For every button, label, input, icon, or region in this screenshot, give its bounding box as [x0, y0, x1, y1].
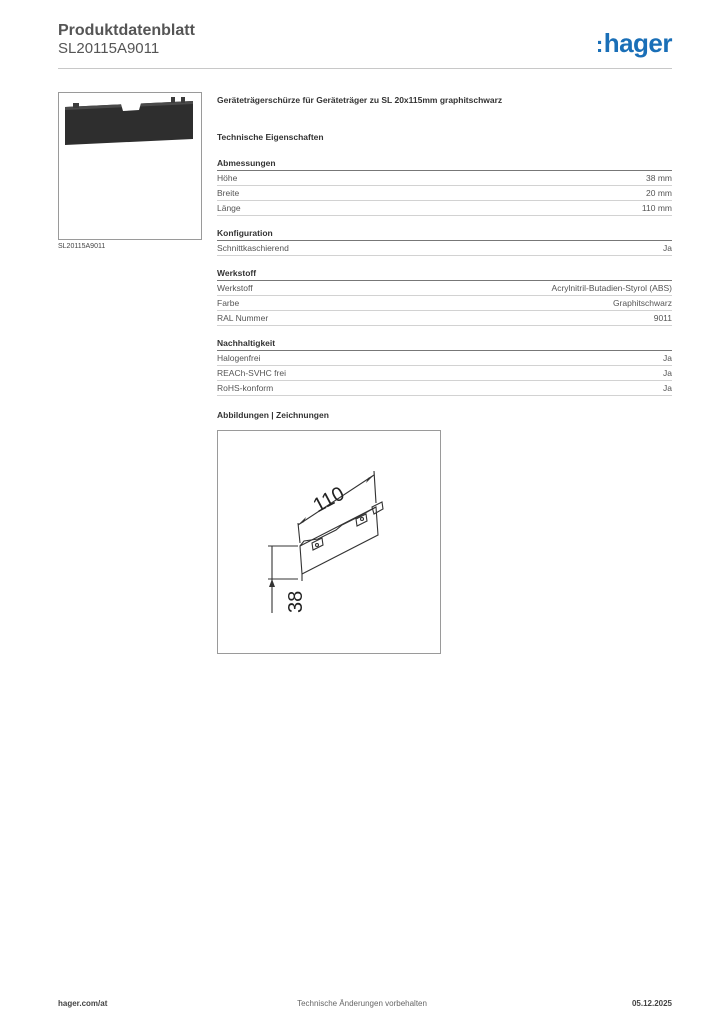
dimension-height-label: 38 — [285, 590, 307, 613]
properties-heading: Technische Eigenschaften — [217, 132, 324, 142]
hager-logo: :hager — [595, 28, 672, 58]
dimension-length-label: 110 — [309, 482, 349, 517]
header-divider — [58, 68, 672, 69]
table-row: Farbe Graphitschwarz — [217, 296, 672, 311]
product-thumbnail — [58, 92, 202, 240]
product-photo-icon — [59, 93, 201, 239]
footer-disclaimer: Technische Änderungen vorbehalten — [297, 999, 427, 1008]
article-number: SL20115A9011 — [58, 40, 160, 57]
table-row: Breite 20 mm — [217, 186, 672, 201]
page-title: Produktdatenblatt — [58, 22, 195, 39]
technical-drawing — [217, 430, 441, 654]
table-row: RoHS-konform Ja — [217, 381, 672, 396]
footer-website: hager.com/at — [58, 999, 108, 1008]
table-row: Halogenfrei Ja — [217, 351, 672, 366]
table-row: Schnittkaschierend Ja — [217, 241, 672, 256]
table-row: RAL Nummer 9011 — [217, 311, 672, 326]
section-sustainability-heading: Nachhaltigkeit — [217, 338, 672, 351]
footer-date: 05.12.2025 — [631, 999, 672, 1008]
product-title: Geräteträgerschürze für Geräteträger zu SL 20x115mm graphitschwarz — [217, 95, 503, 105]
section-configuration-heading: Konfiguration — [217, 228, 672, 241]
section-dimensions-heading: Abmessungen — [217, 158, 672, 171]
section-material-heading: Werkstoff — [217, 268, 672, 281]
thumbnail-caption: SL20115A9011 — [58, 243, 106, 250]
figures-heading: Abbildungen | Zeichnungen — [217, 410, 329, 420]
dimension-drawing-icon — [218, 431, 440, 653]
table-row: Länge 110 mm — [217, 201, 672, 216]
table-row: Werkstoff Acrylnitril-Butadien-Styrol (ABS) — [217, 281, 672, 296]
table-row: REACh-SVHC frei Ja — [217, 366, 672, 381]
product-details — [217, 95, 672, 420]
table-row: Höhe 38 mm — [217, 171, 672, 186]
